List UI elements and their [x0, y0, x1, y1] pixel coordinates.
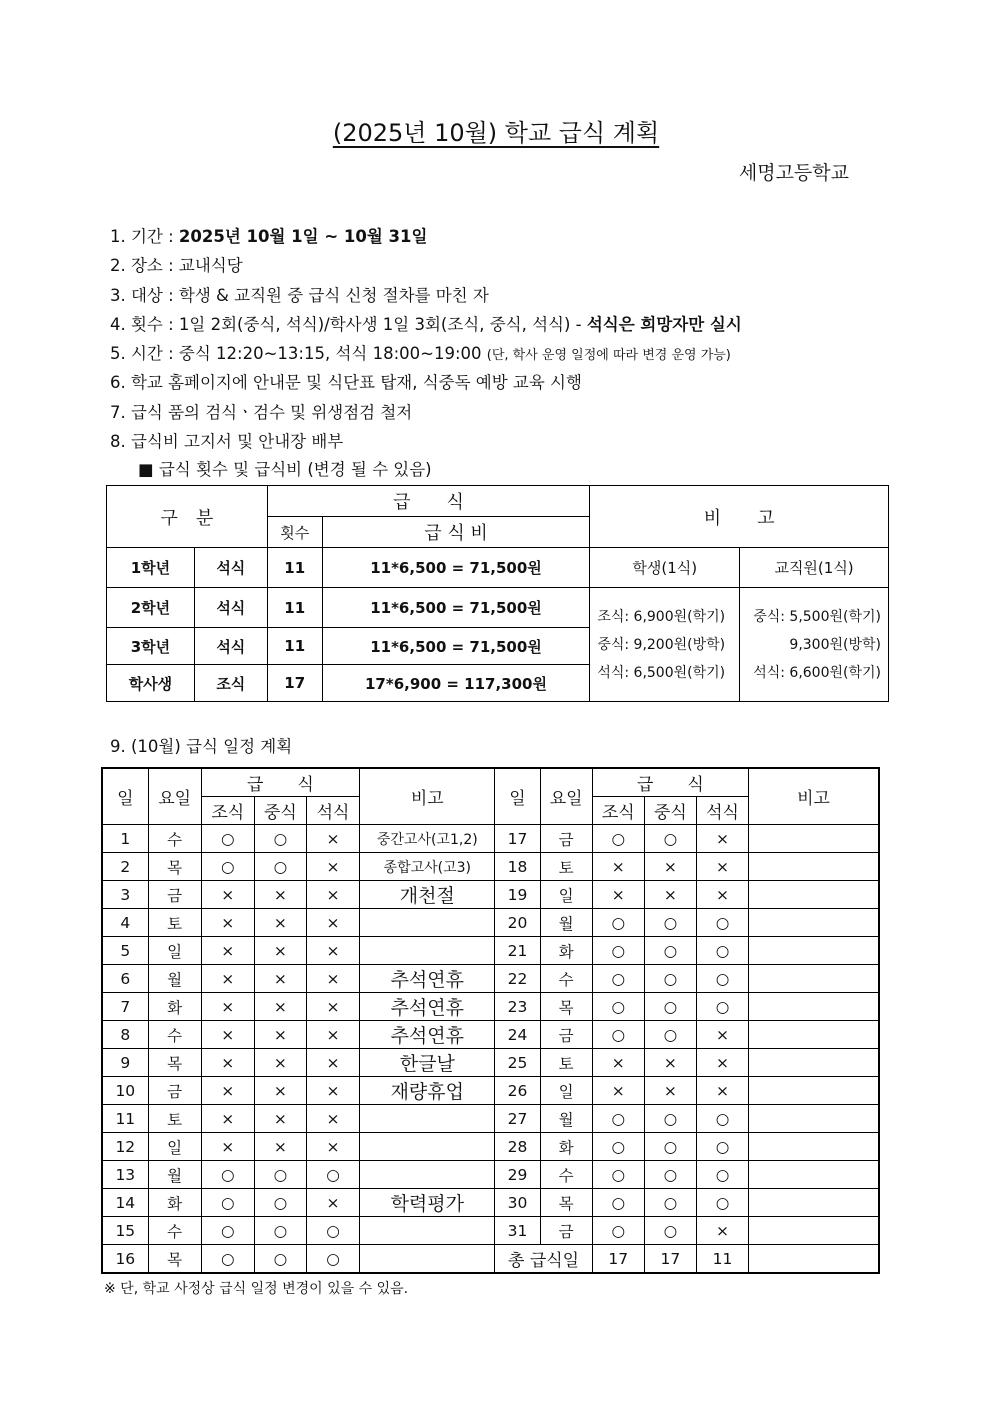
dinner-cell: ○: [696, 1161, 748, 1189]
lunch-cell: ×: [254, 881, 306, 909]
note-cell: [749, 993, 879, 1021]
plan-item: [110, 281, 742, 310]
note-cell: [749, 853, 879, 881]
breakfast-cell: ○: [592, 937, 644, 965]
fee-calc: 11*6,500 = 71,500원: [322, 548, 590, 588]
breakfast-cell: ○: [201, 1245, 254, 1274]
day-cell: 5: [102, 937, 148, 965]
dinner-cell: ×: [696, 825, 748, 853]
weekday-cell: 목: [148, 1049, 201, 1077]
schedule-row: [102, 1189, 879, 1217]
fee-count: 11: [267, 628, 322, 665]
note-cell: [749, 1077, 879, 1105]
weekday-cell: 수: [148, 825, 201, 853]
weekday-cell: 목: [148, 1245, 201, 1274]
lunch-cell: ○: [644, 993, 696, 1021]
dinner-cell: ×: [306, 1077, 359, 1105]
weekday-cell: 수: [148, 1217, 201, 1245]
lunch-cell: ○: [254, 1189, 306, 1217]
fee-meal: 조식: [194, 665, 267, 702]
dinner-cell: ○: [306, 1161, 359, 1189]
weekday-cell: 월: [148, 1161, 201, 1189]
weekday-cell: 토: [540, 853, 592, 881]
schedule-row: [102, 1133, 879, 1161]
plan-item-text: 7. 급식 품의 검식ㆍ검수 및 위생점검 철저: [110, 402, 413, 422]
fee-meal: 석식: [194, 588, 267, 628]
weekday-cell: 수: [540, 1161, 592, 1189]
fee-header-amount: 급 식 비: [322, 517, 590, 548]
staff-note-line: 9,300원(방학): [789, 636, 881, 653]
note-cell: 한글날: [360, 1049, 495, 1077]
day-cell: 7: [102, 993, 148, 1021]
breakfast-cell: ×: [201, 965, 254, 993]
breakfast-cell: ○: [592, 1021, 644, 1049]
dinner-cell: ×: [696, 853, 748, 881]
dinner-cell: ×: [306, 1133, 359, 1161]
dinner-cell: ○: [696, 1105, 748, 1133]
fee-grade: 2학년: [107, 588, 195, 628]
schedule-row: [102, 825, 879, 853]
fee-count: 17: [267, 665, 322, 702]
breakfast-cell: ○: [201, 1161, 254, 1189]
weekday-cell: 수: [148, 1021, 201, 1049]
note-cell: [749, 1049, 879, 1077]
breakfast-cell: ×: [201, 909, 254, 937]
schedule-row: [102, 1105, 879, 1133]
dinner-cell: ×: [306, 1105, 359, 1133]
fee-grade: 학사생: [107, 665, 195, 702]
lunch-cell: ×: [644, 1077, 696, 1105]
dinner-cell: ○: [696, 965, 748, 993]
plan-item: [110, 427, 742, 456]
weekday-cell: 토: [540, 1049, 592, 1077]
dinner-cell: ×: [696, 1021, 748, 1049]
student-note-line: 석식: 6,500원(학기): [597, 664, 726, 681]
fee-calc: 17*6,900 = 117,300원: [322, 665, 590, 702]
day-cell: 8: [102, 1021, 148, 1049]
note-cell: [360, 937, 495, 965]
day-cell: 17: [495, 825, 540, 853]
schedule-row: [102, 937, 879, 965]
breakfast-cell: ○: [592, 909, 644, 937]
note-cell: 추석연휴: [360, 965, 495, 993]
note-cell: [749, 1133, 879, 1161]
lunch-cell: ×: [254, 909, 306, 937]
weekday-cell: 금: [540, 1021, 592, 1049]
school-name: 세명고등학교: [738, 162, 849, 184]
dinner-cell: ×: [306, 853, 359, 881]
fee-note-staff-header: 교직원(1식): [740, 548, 889, 588]
day-cell: 3: [102, 881, 148, 909]
schedule-row: [102, 909, 879, 937]
day-cell: 15: [102, 1217, 148, 1245]
lunch-cell: ×: [254, 937, 306, 965]
lunch-cell: ×: [254, 1049, 306, 1077]
plan-items: [110, 222, 742, 456]
day-cell: 13: [102, 1161, 148, 1189]
breakfast-cell: ×: [201, 1133, 254, 1161]
lunch-cell: ○: [254, 1161, 306, 1189]
schedule-row: [102, 1245, 879, 1274]
lunch-cell: ○: [644, 1133, 696, 1161]
weekday-cell: 월: [540, 1105, 592, 1133]
day-cell: 24: [495, 1021, 540, 1049]
day-cell: 19: [495, 881, 540, 909]
note-cell: 학력평가: [360, 1189, 495, 1217]
col-note: 비고: [360, 768, 495, 825]
dinner-cell: ×: [696, 1217, 748, 1245]
day-cell: 18: [495, 853, 540, 881]
note-cell: [360, 1133, 495, 1161]
weekday-cell: 토: [148, 909, 201, 937]
day-cell: 1: [102, 825, 148, 853]
plan-item: [110, 339, 742, 368]
total-count: 11: [696, 1245, 748, 1274]
dinner-cell: ×: [306, 1189, 359, 1217]
day-cell: 4: [102, 909, 148, 937]
breakfast-cell: ×: [592, 1049, 644, 1077]
weekday-cell: 금: [540, 1217, 592, 1245]
weekday-cell: 일: [540, 881, 592, 909]
breakfast-cell: ×: [201, 1049, 254, 1077]
breakfast-cell: ○: [592, 1161, 644, 1189]
note-cell: [749, 1021, 879, 1049]
note-cell: [749, 937, 879, 965]
col-breakfast: 조식: [592, 797, 644, 825]
day-cell: 22: [495, 965, 540, 993]
note-cell: [749, 909, 879, 937]
day-cell: 21: [495, 937, 540, 965]
col-note: 비고: [749, 768, 879, 825]
dinner-cell: ○: [696, 993, 748, 1021]
col-breakfast: 조식: [201, 797, 254, 825]
day-cell: 12: [102, 1133, 148, 1161]
breakfast-cell: ○: [201, 1217, 254, 1245]
lunch-cell: ○: [644, 1189, 696, 1217]
lunch-cell: ×: [644, 853, 696, 881]
dinner-cell: ×: [696, 1049, 748, 1077]
lunch-cell: ○: [644, 825, 696, 853]
breakfast-cell: ×: [201, 881, 254, 909]
lunch-cell: ○: [254, 1245, 306, 1274]
lunch-cell: ○: [254, 825, 306, 853]
dinner-cell: ×: [306, 937, 359, 965]
lunch-cell: ○: [644, 1021, 696, 1049]
breakfast-cell: ○: [201, 853, 254, 881]
breakfast-cell: ×: [201, 1077, 254, 1105]
lunch-cell: ○: [644, 937, 696, 965]
weekday-cell: 화: [540, 1133, 592, 1161]
lunch-cell: ×: [254, 1077, 306, 1105]
dinner-cell: ×: [306, 825, 359, 853]
day-cell: 6: [102, 965, 148, 993]
dinner-cell: ○: [696, 937, 748, 965]
day-cell: 16: [102, 1245, 148, 1274]
breakfast-cell: ○: [592, 965, 644, 993]
fee-section-heading: ■ 급식 횟수 및 급식비 (변경 될 수 있음): [138, 460, 432, 479]
col-lunch: 중식: [644, 797, 696, 825]
weekday-cell: 목: [540, 1189, 592, 1217]
page-title: (2025년 10월) 학교 급식 계획: [332, 119, 660, 147]
breakfast-cell: ○: [592, 993, 644, 1021]
col-weekday: 요일: [540, 768, 592, 825]
lunch-cell: ×: [254, 993, 306, 1021]
weekday-cell: 일: [148, 1133, 201, 1161]
lunch-cell: ×: [254, 1133, 306, 1161]
day-cell: 10: [102, 1077, 148, 1105]
lunch-cell: ×: [644, 881, 696, 909]
fee-header-count: 횟수: [267, 517, 322, 548]
fee-calc: 11*6,500 = 71,500원: [322, 588, 590, 628]
footnote: ※ 단, 학교 사정상 급식 일정 변경이 있을 수 있음.: [104, 1281, 409, 1297]
plan-item: [110, 251, 742, 280]
schedule-row: [102, 1161, 879, 1189]
schedule-heading: 9. (10월) 급식 일정 계획: [110, 737, 293, 756]
fee-note-student: [590, 588, 740, 702]
lunch-cell: ×: [254, 1021, 306, 1049]
breakfast-cell: ×: [201, 1105, 254, 1133]
note-cell: [749, 1217, 879, 1245]
fee-header-note: 비 고: [590, 486, 889, 548]
lunch-cell: ○: [644, 1217, 696, 1245]
note-cell: [749, 965, 879, 993]
dinner-cell: ×: [306, 993, 359, 1021]
fee-note-staff: [740, 588, 889, 702]
fee-header-meal: 급 식: [267, 486, 590, 517]
note-cell: 종합고사(고3): [360, 853, 495, 881]
schedule-row: [102, 853, 879, 881]
lunch-cell: ○: [644, 965, 696, 993]
weekday-cell: 금: [148, 881, 201, 909]
fee-grade: 1학년: [107, 548, 195, 588]
note-cell: [749, 1161, 879, 1189]
breakfast-cell: ×: [592, 1077, 644, 1105]
plan-item: [110, 368, 742, 397]
col-dinner: 석식: [306, 797, 359, 825]
weekday-cell: 화: [540, 937, 592, 965]
note-cell: 개천절: [360, 881, 495, 909]
weekday-cell: 금: [148, 1077, 201, 1105]
dinner-cell: ×: [306, 965, 359, 993]
note-cell: [749, 1105, 879, 1133]
weekday-cell: 월: [148, 965, 201, 993]
day-cell: 20: [495, 909, 540, 937]
dinner-cell: ×: [696, 1077, 748, 1105]
weekday-cell: 화: [148, 993, 201, 1021]
schedule-table: [101, 767, 880, 1274]
breakfast-cell: ○: [201, 1189, 254, 1217]
col-meal-group: 급 식: [592, 768, 748, 797]
plan-item-text: 6. 학교 홈페이지에 안내문 및 식단표 탑재, 식중독 예방 교육 시행: [110, 373, 582, 393]
dinner-cell: ○: [696, 1133, 748, 1161]
day-cell: 11: [102, 1105, 148, 1133]
note-cell: 재량휴업: [360, 1077, 495, 1105]
fee-count: 11: [267, 548, 322, 588]
fee-header-category: 구 분: [107, 486, 268, 548]
plan-item-bold: 석식은 희망자만 실시: [586, 314, 742, 334]
weekday-cell: 목: [540, 993, 592, 1021]
col-day: 일: [102, 768, 148, 825]
breakfast-cell: ○: [201, 825, 254, 853]
dinner-cell: ×: [306, 1049, 359, 1077]
fee-table: [106, 485, 889, 702]
day-cell: 9: [102, 1049, 148, 1077]
col-meal-group: 급 식: [201, 768, 359, 797]
lunch-cell: ○: [254, 853, 306, 881]
plan-item-bold: 2025년 10월 1일 ~ 10월 31일: [178, 227, 428, 246]
fee-meal: 석식: [194, 628, 267, 665]
day-cell: 29: [495, 1161, 540, 1189]
lunch-cell: ○: [644, 1161, 696, 1189]
weekday-cell: 일: [540, 1077, 592, 1105]
note-cell: [360, 1245, 495, 1274]
breakfast-cell: ×: [592, 853, 644, 881]
plan-item-text: 3. 대상 : 학생 & 교직원 중 급식 신청 절차를 마친 자: [110, 285, 489, 305]
weekday-cell: 목: [148, 853, 201, 881]
note-cell: [749, 1189, 879, 1217]
col-day: 일: [495, 768, 540, 825]
schedule-row: [102, 881, 879, 909]
col-weekday: 요일: [148, 768, 201, 825]
dinner-cell: ×: [696, 881, 748, 909]
col-lunch: 중식: [254, 797, 306, 825]
breakfast-cell: ○: [592, 1105, 644, 1133]
note-cell: [749, 825, 879, 853]
plan-item-text: 2. 장소 : 교내식당: [110, 256, 243, 276]
total-count: 17: [644, 1245, 696, 1274]
total-label: 총 급식일: [495, 1245, 592, 1274]
staff-note-line: 석식: 6,600원(학기): [753, 664, 881, 681]
day-cell: 30: [495, 1189, 540, 1217]
student-note-line: 중식: 9,200원(방학): [597, 636, 726, 653]
staff-note-line: 중식: 5,500원(학기): [753, 608, 881, 625]
breakfast-cell: ○: [592, 1217, 644, 1245]
day-cell: 2: [102, 853, 148, 881]
day-cell: 26: [495, 1077, 540, 1105]
weekday-cell: 화: [148, 1189, 201, 1217]
lunch-cell: ×: [254, 965, 306, 993]
lunch-cell: ○: [644, 1105, 696, 1133]
fee-count: 11: [267, 588, 322, 628]
breakfast-cell: ○: [592, 1133, 644, 1161]
col-dinner: 석식: [696, 797, 748, 825]
note-cell: 추석연휴: [360, 993, 495, 1021]
note-cell: 중간고사(고1,2): [360, 825, 495, 853]
note-cell: [360, 1217, 495, 1245]
lunch-cell: ×: [254, 1105, 306, 1133]
schedule-row: [102, 965, 879, 993]
weekday-cell: 금: [540, 825, 592, 853]
day-cell: 14: [102, 1189, 148, 1217]
note-cell: 추석연휴: [360, 1021, 495, 1049]
schedule-row: [102, 993, 879, 1021]
day-cell: 31: [495, 1217, 540, 1245]
plan-item: [110, 310, 742, 339]
plan-item-text: 4. 횟수 : 1일 2회(중식, 석식)/학사생 1일 3회(조식, 중식, 석식) -: [110, 314, 587, 334]
day-cell: 28: [495, 1133, 540, 1161]
schedule-row: [102, 1217, 879, 1245]
dinner-cell: ×: [306, 1021, 359, 1049]
day-cell: 25: [495, 1049, 540, 1077]
fee-meal: 석식: [194, 548, 267, 588]
fee-grade: 3학년: [107, 628, 195, 665]
dinner-cell: ×: [306, 909, 359, 937]
note-cell: [749, 1245, 879, 1274]
breakfast-cell: ○: [592, 825, 644, 853]
breakfast-cell: ×: [201, 1021, 254, 1049]
total-count: 17: [592, 1245, 644, 1274]
dinner-cell: ○: [306, 1245, 359, 1274]
note-cell: [749, 881, 879, 909]
schedule-row: [102, 1049, 879, 1077]
dinner-cell: ○: [696, 909, 748, 937]
dinner-cell: ○: [696, 1189, 748, 1217]
weekday-cell: 토: [148, 1105, 201, 1133]
breakfast-cell: ○: [592, 1189, 644, 1217]
weekday-cell: 일: [148, 937, 201, 965]
lunch-cell: ○: [644, 909, 696, 937]
plan-item-small: (단, 학사 운영 일정에 따라 변경 운영 가능): [486, 348, 731, 364]
dinner-cell: ○: [306, 1217, 359, 1245]
fee-calc: 11*6,500 = 71,500원: [322, 628, 590, 665]
breakfast-cell: ×: [201, 993, 254, 1021]
breakfast-cell: ×: [592, 881, 644, 909]
day-cell: 27: [495, 1105, 540, 1133]
note-cell: [360, 1161, 495, 1189]
student-note-line: 조식: 6,900원(학기): [597, 608, 726, 625]
plan-item: [110, 398, 742, 427]
note-cell: [360, 1105, 495, 1133]
breakfast-cell: ×: [201, 937, 254, 965]
plan-item-text: 5. 시간 : 중식 12:20~13:15, 석식 18:00~19:00: [110, 344, 487, 364]
plan-item-text: 8. 급식비 고지서 및 안내장 배부: [110, 432, 344, 452]
weekday-cell: 월: [540, 909, 592, 937]
day-cell: 23: [495, 993, 540, 1021]
plan-item-text: 1. 기간 :: [110, 227, 179, 246]
fee-note-student-header: 학생(1식): [590, 548, 740, 588]
dinner-cell: ×: [306, 881, 359, 909]
note-cell: [360, 909, 495, 937]
weekday-cell: 수: [540, 965, 592, 993]
schedule-row: [102, 1077, 879, 1105]
lunch-cell: ×: [644, 1049, 696, 1077]
plan-item: [110, 222, 742, 251]
lunch-cell: ○: [254, 1217, 306, 1245]
schedule-row: [102, 1021, 879, 1049]
